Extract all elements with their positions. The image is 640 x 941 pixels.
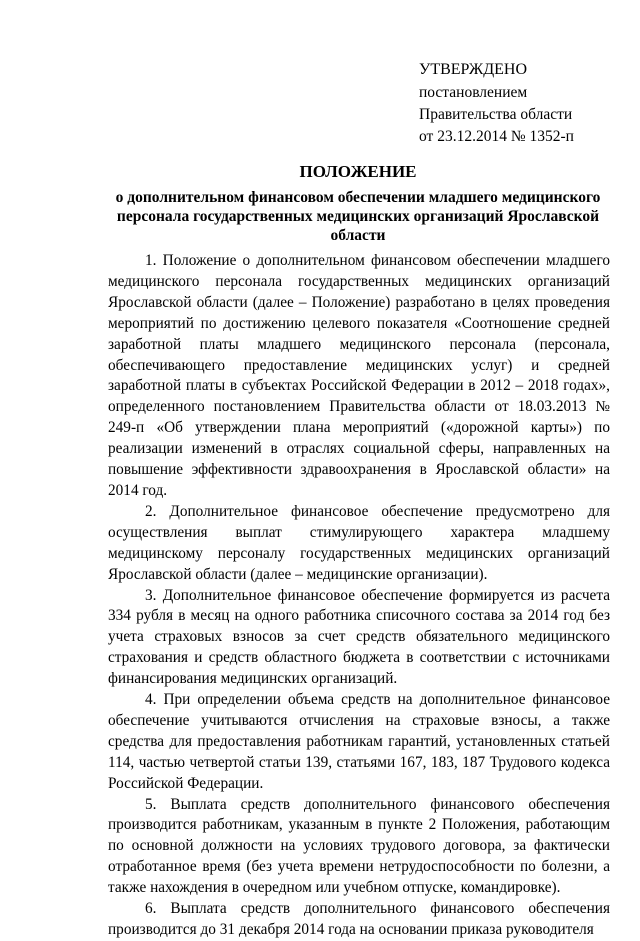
approval-line-resolution: постановлением: [419, 84, 528, 101]
approval-stamp-block: [419, 58, 619, 148]
paragraph-2: 2. Дополнительное финансовое обеспечение предусмотрено для осуществления выплат стимулирующего характера младшему медицинскому персоналу государственных медицинских организаций Ярославской области (далее – медицинские организации).: [108, 502, 610, 583]
document-subtitle: о дополнительном финансовом обеспечении младшего медицинского персонала государственных медицинских организаций Ярославской области: [115, 189, 601, 244]
document-body: [108, 251, 610, 941]
paragraph-4: 4. При определении объема средств на дополнительное финансовое обеспечение учитываются отчисления на страховые взносы, а также средства для предоставления работникам гарантий, установленных статьей 114, частью четвертой статьи 139, статьями 167, 183, 187 Трудового кодекса Российской Федерации.: [108, 691, 610, 792]
paragraph-5: 5. Выплата средств дополнительного финансового обеспечения производится работникам, указанным в пункте 2 Положения, работающим по основной должности на условиях трудового договора, за фактически отработанное время (без учета времени нетрудоспособности по болезни, а также нахождения в очередном или учебном отпуске, командировке).: [108, 795, 610, 897]
paragraph-3: 3. Дополнительное финансовое обеспечение формируется из расчета 334 рубля в месяц на одного работника списочного состава за 2014 год без учета страховых взносов за счет средств обязательного медицинского страхования и средств областного бюджета в соответствии с источниками финансирования медицинских организаций.: [108, 586, 610, 688]
paragraph-6: 6. Выплата средств дополнительного финансового обеспечения производится до 31 декабря 2014 года на основании приказа руководителя: [108, 900, 610, 938]
document-title: ПОЛОЖЕНИЕ: [299, 162, 417, 181]
document-title-block: [108, 160, 608, 245]
approval-line-government: Правительства области: [419, 106, 573, 123]
paragraph-1: 1. Положение о дополнительном финансовом обеспечении младшего медицинского персонала государственных медицинских организаций Ярославской области (далее – Положение) разработано в целях проведения мероприятий по достижению целевого показателя «Соотношение средней заработной платы младшего медицинского персонала (персонала, обеспечивающего предоставление медицинских услуг) и средней заработной платы в субъектах Российской Федерации в 2012 – 2018 годах», определенного постановлением Правительства области от 18.03.2013 № 249-п «Об утверждении плана мероприятий («дорожной карты») по реализации изменений в отраслях социальной сферы, направленных на повышение эффективности здравоохранения в Ярославской области» на 2014 год.: [108, 252, 610, 499]
approval-line-date-number: от 23.12.2014 № 1352-п: [419, 128, 574, 145]
approval-heading: УТВЕРЖДЕНО: [419, 61, 528, 78]
